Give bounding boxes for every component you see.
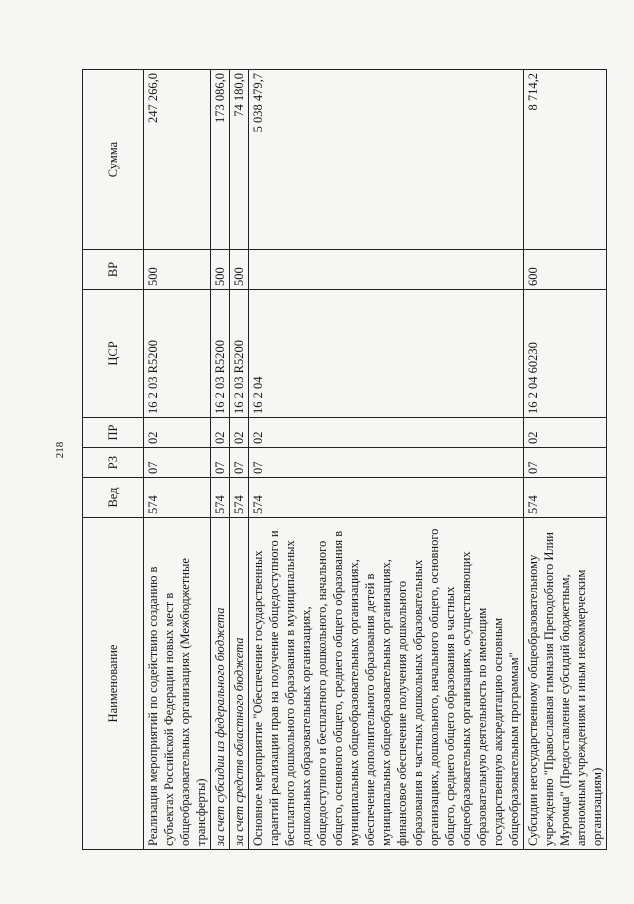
cell-csr: 16 2 03 R5200 [211,290,230,418]
cell-csr: 16 2 03 R5200 [144,290,211,418]
header-vr: ВР [83,250,144,290]
cell-rz: 07 [230,448,249,478]
cell-name: Реализация мероприятий по содействию созданию в субъектах Российской Федерации новых мест в общеобразовательных организациях (Межбюджетные трансферты) [144,518,211,850]
cell-vr: 500 [211,250,230,290]
cell-pr: 02 [249,418,524,448]
cell-name: Субсидии негосударственному общеобразовательному учреждению "Православная гимназия Преподобного Илии Муромца" (Предоставление субсидий бюджетным, автономным учреждениям и иным некоммерческим организациям) [524,518,607,850]
header-rz: РЗ [83,448,144,478]
cell-ved: 574 [144,478,211,518]
cell-vr: 600 [524,250,607,290]
table-row [211,70,230,850]
cell-rz: 07 [524,448,607,478]
header-pr: ПР [83,418,144,448]
table-header-row [83,70,144,850]
cell-name: Основное мероприятие "Обеспечение государственных гарантий реализации прав на получение общедоступного и бесплатного дошкольного образования в муниципальных дошкольных образовательных организациях, общедоступного и бесплатного дошкольного, начального общего, основного общего, среднего общего образования в муниципальных общеобразовательных организациях, обеспечение дополнительного образования детей в муниципальных общеобразовательных организациях, финансовое обеспечение получения дошкольного образования в частных дошкольных образовательных организациях, дошкольного, начального общего, основного общего, среднего общего образования в частных общеобразовательных организациях, осуществляющих образовательную деятельность по имеющим государственную аккредитацию основным общеобразовательным программам" [249,518,524,850]
cell-name: за счет субсидии из федерального бюджета [211,518,230,850]
cell-vr [249,250,524,290]
header-csr: ЦСР [83,290,144,418]
table-row [524,70,607,850]
cell-pr: 02 [144,418,211,448]
cell-sum: 8 714,2 [524,70,607,250]
cell-name: за счет средств областного бюджета [230,518,249,850]
header-name: Наименование [83,518,144,850]
cell-pr: 02 [230,418,249,448]
cell-ved: 574 [524,478,607,518]
cell-vr: 500 [144,250,211,290]
cell-ved: 574 [249,478,524,518]
table-row [144,70,211,850]
cell-sum: 173 086,0 [211,70,230,250]
budget-table-wrapper [82,70,602,850]
cell-sum: 247 266,0 [144,70,211,250]
header-sum: Сумма [83,70,144,250]
cell-pr: 02 [524,418,607,448]
cell-csr: 16 2 04 60230 [524,290,607,418]
cell-vr: 500 [230,250,249,290]
page-number: 218 [54,441,66,459]
cell-ved: 574 [211,478,230,518]
cell-csr: 16 2 04 [249,290,524,418]
table-row [230,70,249,850]
cell-rz: 07 [249,448,524,478]
budget-table [82,69,607,850]
cell-ved: 574 [230,478,249,518]
cell-pr: 02 [211,418,230,448]
cell-sum: 74 180,0 [230,70,249,250]
cell-sum: 5 038 479,7 [249,70,524,250]
cell-csr: 16 2 03 R5200 [230,290,249,418]
cell-rz: 07 [144,448,211,478]
cell-rz: 07 [211,448,230,478]
table-row [249,70,524,850]
header-ved: Вед [83,478,144,518]
